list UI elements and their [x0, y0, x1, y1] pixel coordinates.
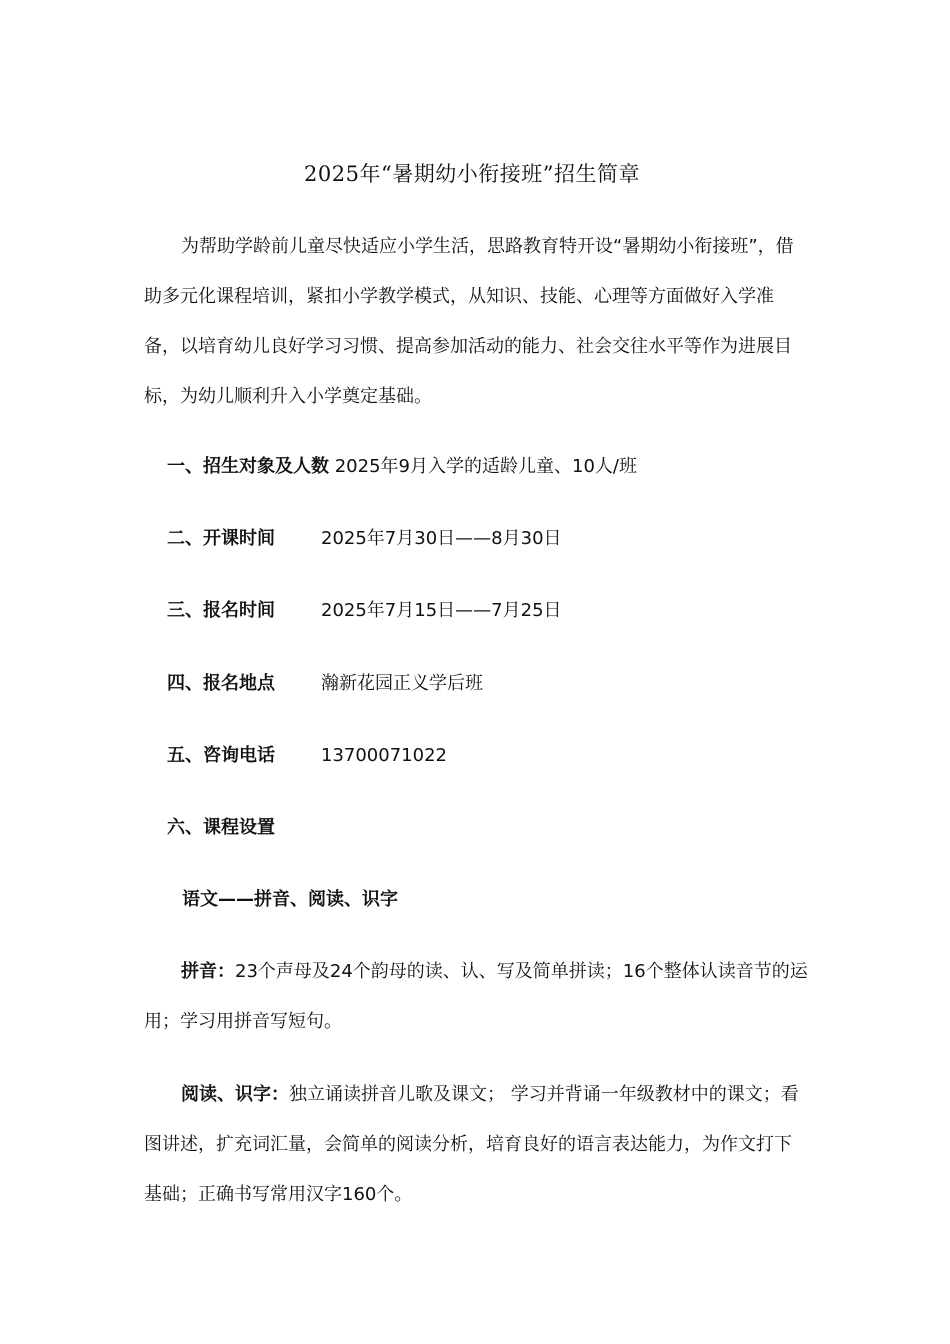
section-label: 四、报名地点: [167, 673, 275, 694]
section-registration-location: [167, 669, 483, 699]
section-class-time: [167, 524, 562, 554]
section-label: 一、招生对象及人数: [167, 456, 329, 477]
subject-heading: 语文——拼音、阅读、识字: [182, 889, 398, 910]
section-phone: [167, 741, 447, 771]
course-item-reading: [144, 1070, 809, 1220]
section-enrollment: [167, 452, 637, 482]
course-item-text: 23个声母及24个韵母的读、认、写及简单拼读；16个整体认读音节的运用；学习用拼音写短句。: [144, 961, 808, 1032]
section-value: 2025年7月30日——8月30日: [321, 528, 562, 549]
course-item-text: 独立诵读拼音儿歌及课文； 学习并背诵一年级教材中的课文；看图讲述，扩充词汇量，会简单的阅读分析，培育良好的语言表达能力，为作文打下基础；正确书写常用汉字160个。: [144, 1084, 799, 1205]
course-item-label: 阅读、识字：: [181, 1084, 289, 1105]
document-title: 2025年“暑期幼小衔接班”招生简章: [304, 162, 640, 186]
course-item-pinyin: [144, 947, 809, 1047]
intro-paragraph: 为帮助学龄前儿童尽快适应小学生活，思路教育特开设“暑期幼小衔接班”，借助多元化课程培训，紧扣小学教学模式，从知识、技能、心理等方面做好入学准备，以培育幼儿良好学习习惯、提高参加活动的能力、社会交往水平等作为进展目标，为幼儿顺利升入小学奠定基础。: [144, 236, 794, 407]
section-label: 五、咨询电话: [167, 745, 275, 766]
section-registration-time: [167, 596, 562, 626]
section-value: 2025年9月入学的适龄儿童、10人/班: [334, 456, 637, 477]
phone-number: 13700071022: [321, 745, 447, 766]
section-label: 六、课程设置: [167, 817, 275, 838]
section-value: 2025年7月15日——7月25日: [321, 600, 562, 621]
section-label: 二、开课时间: [167, 528, 275, 549]
course-item-label: 拼音：: [181, 961, 235, 982]
section-value: 瀚新花园正义学后班: [321, 673, 483, 694]
section-curriculum: [167, 813, 275, 843]
section-label: 三、报名时间: [167, 600, 275, 621]
